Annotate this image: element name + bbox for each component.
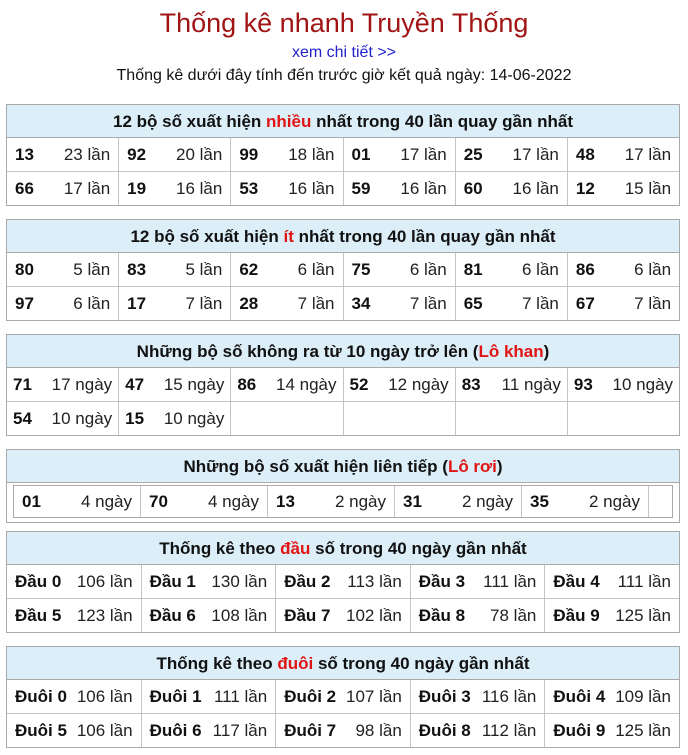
stat-cell bbox=[343, 138, 455, 171]
stat-cell bbox=[230, 138, 342, 171]
stat-cell bbox=[7, 287, 118, 320]
stat-count: 16 lần bbox=[176, 179, 223, 198]
stat-key: 60 bbox=[463, 179, 483, 198]
stat-cell bbox=[275, 565, 410, 598]
stat-count: 17 ngày bbox=[51, 375, 113, 394]
stat-key: Đuôi 7 bbox=[284, 721, 337, 740]
stat-count: 112 lần bbox=[481, 721, 537, 740]
stat-cell bbox=[118, 402, 230, 435]
stat-count: 17 lần bbox=[512, 145, 559, 164]
stat-key: 62 bbox=[239, 260, 259, 279]
page-header bbox=[0, 6, 688, 88]
stat-count: 130 lần bbox=[211, 572, 268, 591]
stat-key: Đầu 4 bbox=[553, 572, 600, 591]
stat-key: 81 bbox=[463, 260, 483, 279]
stat-count: 98 lần bbox=[355, 721, 402, 740]
stat-count: 11 ngày bbox=[501, 375, 561, 394]
stat-count: 10 ngày bbox=[163, 409, 225, 428]
stat-cell bbox=[410, 680, 545, 713]
stat-key: Đuôi 9 bbox=[553, 721, 606, 740]
stat-cell bbox=[7, 138, 118, 171]
stat-cell bbox=[118, 368, 230, 401]
stat-cell bbox=[230, 172, 342, 205]
stat-key: 54 bbox=[13, 409, 32, 428]
stat-key: 35 bbox=[530, 492, 549, 511]
stat-cell bbox=[7, 253, 118, 286]
stat-cell bbox=[275, 714, 410, 747]
empty-cell bbox=[455, 402, 567, 435]
stat-count: 16 lần bbox=[512, 179, 559, 198]
stat-count: 14 ngày bbox=[276, 375, 337, 394]
stat-count: 20 lần bbox=[176, 145, 223, 164]
stat-cell bbox=[141, 714, 276, 747]
stat-cell bbox=[521, 486, 648, 517]
stat-key: 71 bbox=[13, 375, 32, 394]
stat-cell bbox=[118, 138, 230, 171]
stat-key: 83 bbox=[461, 375, 481, 394]
stat-key: 59 bbox=[351, 179, 371, 198]
stat-key: Đầu 8 bbox=[418, 606, 466, 625]
stat-cell bbox=[14, 486, 140, 517]
stat-key: Đuôi 4 bbox=[553, 687, 606, 706]
stat-cell bbox=[343, 368, 455, 401]
detail-link[interactable]: xem chi tiết >> bbox=[291, 44, 397, 61]
stat-count: 106 lần bbox=[76, 572, 133, 591]
stat-count: 4 ngày bbox=[80, 492, 132, 511]
stat-key: 65 bbox=[463, 294, 483, 313]
stat-cell bbox=[230, 287, 342, 320]
stat-count: 16 lần bbox=[400, 179, 447, 198]
stat-cell bbox=[567, 368, 679, 401]
stat-cell bbox=[394, 486, 521, 517]
stat-key: Đuôi 0 bbox=[15, 687, 67, 706]
most-frequent-body bbox=[7, 138, 679, 205]
stat-count: 17 lần bbox=[63, 179, 111, 198]
stat-cell bbox=[7, 402, 118, 435]
table-row bbox=[7, 565, 679, 598]
stat-cell bbox=[118, 287, 230, 320]
stat-count: 6 lần bbox=[409, 260, 447, 279]
stat-key: 67 bbox=[575, 294, 595, 313]
stat-key: 86 bbox=[575, 260, 595, 279]
stat-key: 25 bbox=[463, 145, 483, 164]
stat-key: 97 bbox=[15, 294, 34, 313]
stat-count: 7 lần bbox=[185, 294, 223, 313]
stat-cell bbox=[567, 287, 679, 320]
stat-count: 116 lần bbox=[481, 687, 537, 706]
stat-cell bbox=[567, 253, 679, 286]
stat-cell bbox=[410, 714, 545, 747]
stat-key: 15 bbox=[125, 409, 145, 428]
page-subtitle: Thống kê dưới đây tính đến trước giờ kết quả ngày: 14-06-2022 bbox=[116, 67, 572, 84]
head-digit-body bbox=[7, 565, 679, 632]
stat-key: 19 bbox=[127, 179, 147, 198]
stat-count: 102 lần bbox=[346, 606, 402, 625]
stat-count: 117 lần bbox=[212, 721, 268, 740]
stat-count: 113 lần bbox=[347, 572, 402, 591]
stat-count: 125 lần bbox=[615, 721, 671, 740]
tail-digit-table bbox=[6, 646, 680, 748]
stat-count: 78 lần bbox=[490, 606, 537, 625]
stat-cell bbox=[455, 368, 567, 401]
stat-key: 31 bbox=[403, 492, 422, 511]
lo-khan-heading: Những bộ số không ra từ 10 ngày trở lên (Lô khan) bbox=[7, 335, 679, 368]
stat-count: 2 ngày bbox=[334, 492, 386, 511]
stat-cell bbox=[267, 486, 394, 517]
table-row bbox=[7, 680, 679, 713]
stat-cell bbox=[567, 138, 679, 171]
stat-count: 15 ngày bbox=[163, 375, 225, 394]
stat-key: Đầu 0 bbox=[15, 572, 62, 591]
stat-cell bbox=[7, 714, 141, 747]
stat-cell bbox=[343, 253, 455, 286]
stat-key: 48 bbox=[575, 145, 595, 164]
stat-cell bbox=[455, 138, 567, 171]
empty-cell bbox=[343, 402, 455, 435]
stat-cell bbox=[7, 368, 118, 401]
stat-key: 01 bbox=[351, 145, 371, 164]
empty-cell bbox=[648, 486, 672, 517]
stat-count: 23 lần bbox=[63, 145, 111, 164]
head-digit-heading: Thống kê theo đầu số trong 40 ngày gần nhất bbox=[7, 532, 679, 565]
stat-cell bbox=[141, 599, 276, 632]
stat-count: 7 lần bbox=[634, 294, 672, 313]
stat-count: 109 lần bbox=[615, 687, 671, 706]
stat-count: 2 ngày bbox=[588, 492, 640, 511]
stat-count: 16 lần bbox=[288, 179, 335, 198]
page-title: Thống kê nhanh Truyền Thống bbox=[159, 8, 529, 38]
stat-key: 13 bbox=[276, 492, 295, 511]
stat-key: Đầu 9 bbox=[553, 606, 600, 625]
stat-count: 6 lần bbox=[521, 260, 559, 279]
stat-count: 7 lần bbox=[297, 294, 335, 313]
stat-cell bbox=[544, 565, 679, 598]
stat-key: 47 bbox=[125, 375, 145, 394]
stat-count: 2 ngày bbox=[461, 492, 513, 511]
stat-key: 52 bbox=[349, 375, 369, 394]
stat-key: 99 bbox=[239, 145, 259, 164]
stat-key: 53 bbox=[239, 179, 259, 198]
lo-roi-body bbox=[13, 485, 673, 518]
lo-roi-heading: Những bộ số xuất hiện liên tiếp (Lô rơi) bbox=[7, 450, 679, 483]
stat-key: Đuôi 1 bbox=[149, 687, 202, 706]
stat-count: 4 ngày bbox=[207, 492, 259, 511]
table-row bbox=[7, 368, 679, 401]
stat-cell bbox=[544, 680, 679, 713]
stat-count: 108 lần bbox=[211, 606, 268, 625]
stat-key: 28 bbox=[239, 294, 259, 313]
stat-count: 111 lần bbox=[617, 572, 671, 591]
stat-count: 6 lần bbox=[297, 260, 335, 279]
stat-count: 111 lần bbox=[483, 572, 537, 591]
stat-count: 7 lần bbox=[409, 294, 447, 313]
stat-key: 17 bbox=[127, 294, 147, 313]
stat-key: 86 bbox=[237, 375, 257, 394]
stat-cell bbox=[455, 172, 567, 205]
stat-count: 6 lần bbox=[73, 294, 111, 313]
table-row bbox=[7, 138, 679, 171]
stat-cell bbox=[343, 287, 455, 320]
stat-cell bbox=[140, 486, 267, 517]
stat-key: 75 bbox=[351, 260, 371, 279]
stat-key: Đuôi 6 bbox=[149, 721, 202, 740]
stat-count: 106 lần bbox=[76, 687, 133, 706]
stat-count: 10 ngày bbox=[51, 409, 113, 428]
table-row bbox=[7, 598, 679, 632]
stat-key: 13 bbox=[15, 145, 34, 164]
stat-key: 93 bbox=[573, 375, 593, 394]
most-frequent-heading: 12 bộ số xuất hiện nhiều nhất trong 40 lần quay gần nhất bbox=[7, 105, 679, 138]
stat-count: 17 lần bbox=[624, 145, 672, 164]
stat-cell bbox=[7, 565, 141, 598]
stat-cell bbox=[455, 253, 567, 286]
stat-key: Đầu 6 bbox=[149, 606, 196, 625]
stat-count: 5 lần bbox=[73, 260, 111, 279]
stat-cell bbox=[275, 599, 410, 632]
stat-count: 12 ngày bbox=[388, 375, 449, 394]
stat-cell bbox=[141, 565, 276, 598]
stat-cell bbox=[544, 714, 679, 747]
stat-key: Đầu 7 bbox=[284, 606, 331, 625]
stat-count: 18 lần bbox=[288, 145, 335, 164]
stat-count: 6 lần bbox=[634, 260, 672, 279]
stat-cell bbox=[7, 680, 141, 713]
stat-cell bbox=[230, 368, 342, 401]
stat-key: Đuôi 8 bbox=[418, 721, 471, 740]
stat-count: 107 lần bbox=[346, 687, 402, 706]
stat-key: 01 bbox=[22, 492, 41, 511]
stat-cell bbox=[567, 172, 679, 205]
most-frequent-table bbox=[6, 104, 680, 206]
table-row bbox=[7, 401, 679, 435]
table-row bbox=[7, 713, 679, 747]
stat-key: 80 bbox=[15, 260, 34, 279]
least-frequent-heading: 12 bộ số xuất hiện ít nhất trong 40 lần quay gần nhất bbox=[7, 220, 679, 253]
stat-cell bbox=[544, 599, 679, 632]
lo-khan-body bbox=[7, 368, 679, 435]
stat-cell bbox=[118, 253, 230, 286]
lo-roi-table bbox=[6, 449, 680, 523]
stat-cell bbox=[230, 253, 342, 286]
stat-cell bbox=[455, 287, 567, 320]
table-row bbox=[7, 253, 679, 286]
stat-cell bbox=[343, 172, 455, 205]
tail-digit-body bbox=[7, 680, 679, 747]
stat-key: Đuôi 3 bbox=[418, 687, 471, 706]
stat-count: 5 lần bbox=[185, 260, 223, 279]
stat-count: 106 lần bbox=[76, 721, 133, 740]
stat-key: 12 bbox=[575, 179, 595, 198]
stat-key: Đuôi 2 bbox=[284, 687, 337, 706]
stat-key: Đầu 2 bbox=[284, 572, 331, 591]
stat-count: 111 lần bbox=[213, 687, 268, 706]
least-frequent-body bbox=[7, 253, 679, 320]
tail-digit-heading: Thống kê theo đuôi số trong 40 ngày gần nhất bbox=[7, 647, 679, 680]
stat-key: 66 bbox=[15, 179, 34, 198]
stat-key: 83 bbox=[127, 260, 147, 279]
stat-key: Đầu 3 bbox=[418, 572, 466, 591]
stat-count: 10 ngày bbox=[612, 375, 674, 394]
stat-key: 92 bbox=[127, 145, 147, 164]
stat-count: 125 lần bbox=[615, 606, 671, 625]
stat-cell bbox=[7, 599, 141, 632]
stat-count: 7 lần bbox=[521, 294, 559, 313]
empty-cell bbox=[567, 402, 679, 435]
stat-cell bbox=[118, 172, 230, 205]
table-row bbox=[7, 286, 679, 320]
stat-key: 70 bbox=[149, 492, 168, 511]
stat-key: Đầu 1 bbox=[149, 572, 196, 591]
stat-count: 17 lần bbox=[400, 145, 447, 164]
head-digit-table bbox=[6, 531, 680, 633]
least-frequent-table bbox=[6, 219, 680, 321]
lo-khan-table bbox=[6, 334, 680, 436]
stat-cell bbox=[410, 599, 545, 632]
stat-count: 123 lần bbox=[76, 606, 133, 625]
stat-key: Đuôi 5 bbox=[15, 721, 67, 740]
stat-count: 15 lần bbox=[624, 179, 672, 198]
stat-cell bbox=[410, 565, 545, 598]
empty-cell bbox=[230, 402, 342, 435]
stat-key: Đầu 5 bbox=[15, 606, 62, 625]
stat-cell bbox=[141, 680, 276, 713]
stat-key: 34 bbox=[351, 294, 371, 313]
stat-cell bbox=[7, 172, 118, 205]
stat-cell bbox=[275, 680, 410, 713]
table-row bbox=[7, 171, 679, 205]
